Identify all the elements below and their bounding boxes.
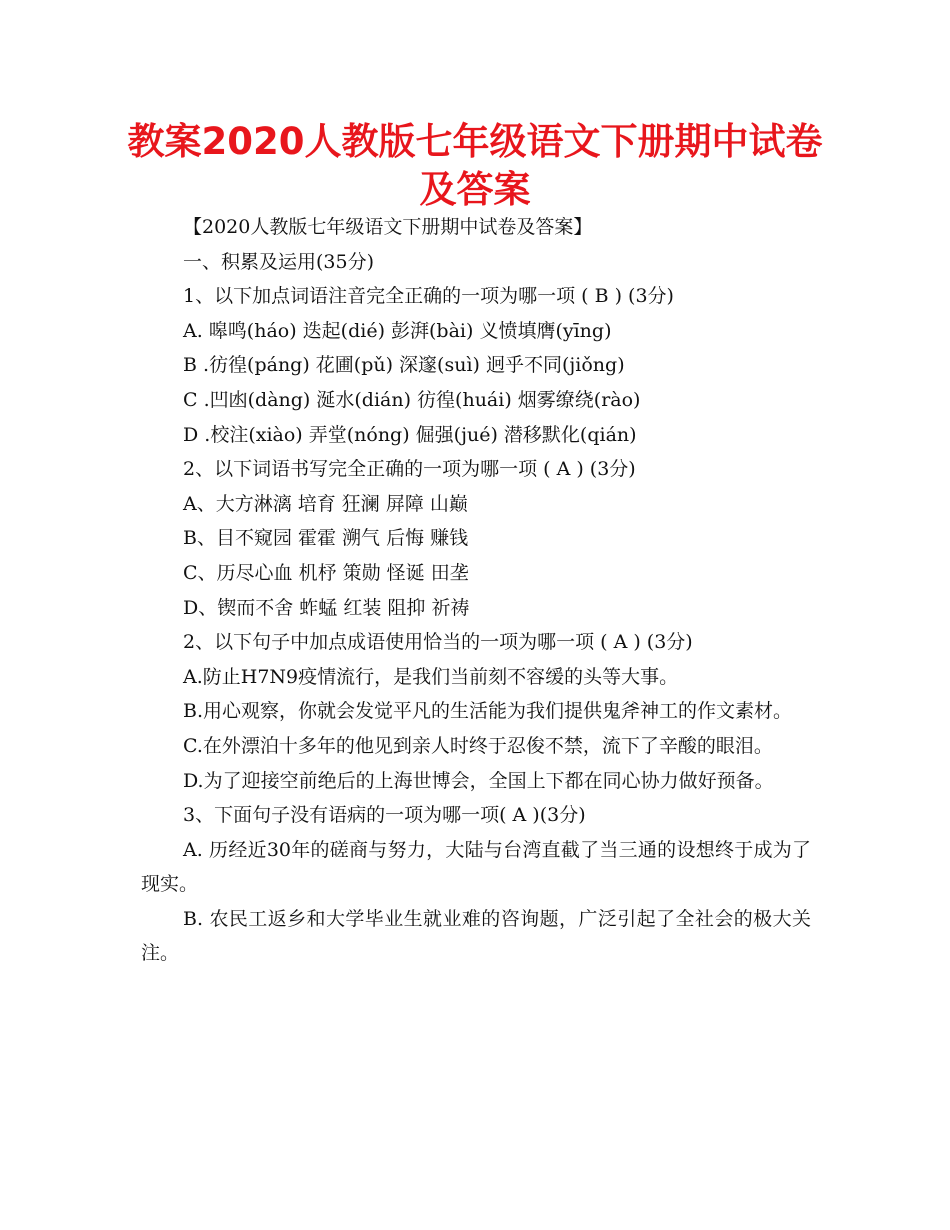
paragraph-question-2: 2、以下词语书写完全正确的一项为哪一项 ( A ) (3分) bbox=[183, 458, 636, 481]
title-line-2: 及答案 bbox=[419, 168, 531, 211]
paragraph-section-heading: 一、积累及运用(35分) bbox=[183, 250, 375, 273]
paragraph-q2-option-d: D、锲而不舍 蚱蜢 红装 阻抑 祈祷 bbox=[183, 596, 470, 619]
paragraph-question-3: 3、下面句子没有语病的一项为哪一项( A )(3分) bbox=[183, 804, 586, 827]
paragraph-q3-option-a: A. 历经近30年的磋商与努力，大陆与台湾直截了当三通的设想终于成为了现实。 bbox=[141, 838, 811, 896]
document-body bbox=[141, 210, 811, 971]
paragraph-q1-option-c: C .凹凼(dàng) 涎水(dián) 彷徨(huái) 烟雾缭绕(rào) bbox=[183, 388, 641, 411]
paragraph-q2-option-c: C、历尽心血 机杼 策勋 怪诞 田垄 bbox=[183, 561, 469, 584]
paragraph-q2b-option-a: A.防止H7N9疫情流行，是我们当前刻不容缓的头等大事。 bbox=[183, 665, 679, 688]
paragraph-q2b-option-b: B.用心观察，你就会发觉平凡的生活能为我们提供鬼斧神工的作文素材。 bbox=[183, 700, 793, 723]
title-line-1: 教案2020人教版七年级语文下册期中试卷 bbox=[127, 120, 823, 163]
paragraph-question-1: 1、以下加点词语注音完全正确的一项为哪一项 ( B ) (3分) bbox=[183, 285, 674, 308]
document-title bbox=[100, 118, 850, 214]
paragraph-q1-option-b: B .彷徨(páng) 花圃(pǔ) 深邃(suì) 迥乎不同(jiǒng) bbox=[183, 354, 625, 377]
paragraph-question-2b: 2、以下句子中加点成语使用恰当的一项为哪一项 ( A ) (3分) bbox=[183, 631, 693, 654]
paragraph-q2b-option-c: C.在外漂泊十多年的他见到亲人时终于忍俊不禁，流下了辛酸的眼泪。 bbox=[183, 734, 773, 757]
paragraph-q2b-option-d: D.为了迎接空前绝后的上海世博会，全国上下都在同心协力做好预备。 bbox=[183, 769, 774, 792]
paragraph-q2-option-a: A、大方淋漓 培育 狂澜 屏障 山巅 bbox=[183, 492, 468, 515]
paragraph-q2-option-b: B、目不窥园 霍霍 溯气 后悔 赚钱 bbox=[183, 527, 469, 550]
paragraph-q1-option-a: A. 嗥鸣(háo) 迭起(dié) 彭湃(bài) 义愤填膺(yīng) bbox=[183, 319, 612, 342]
paragraph-q1-option-d: D .校注(xiào) 弄堂(nóng) 倔强(jué) 潜移默化(qián) bbox=[183, 423, 637, 446]
paragraph-subtitle: 【2020人教版七年级语文下册期中试卷及答案】 bbox=[183, 216, 593, 238]
paragraph-q3-option-b: B. 农民工返乡和大学毕业生就业难的咨询题，广泛引起了全社会的极大关注。 bbox=[141, 907, 811, 965]
